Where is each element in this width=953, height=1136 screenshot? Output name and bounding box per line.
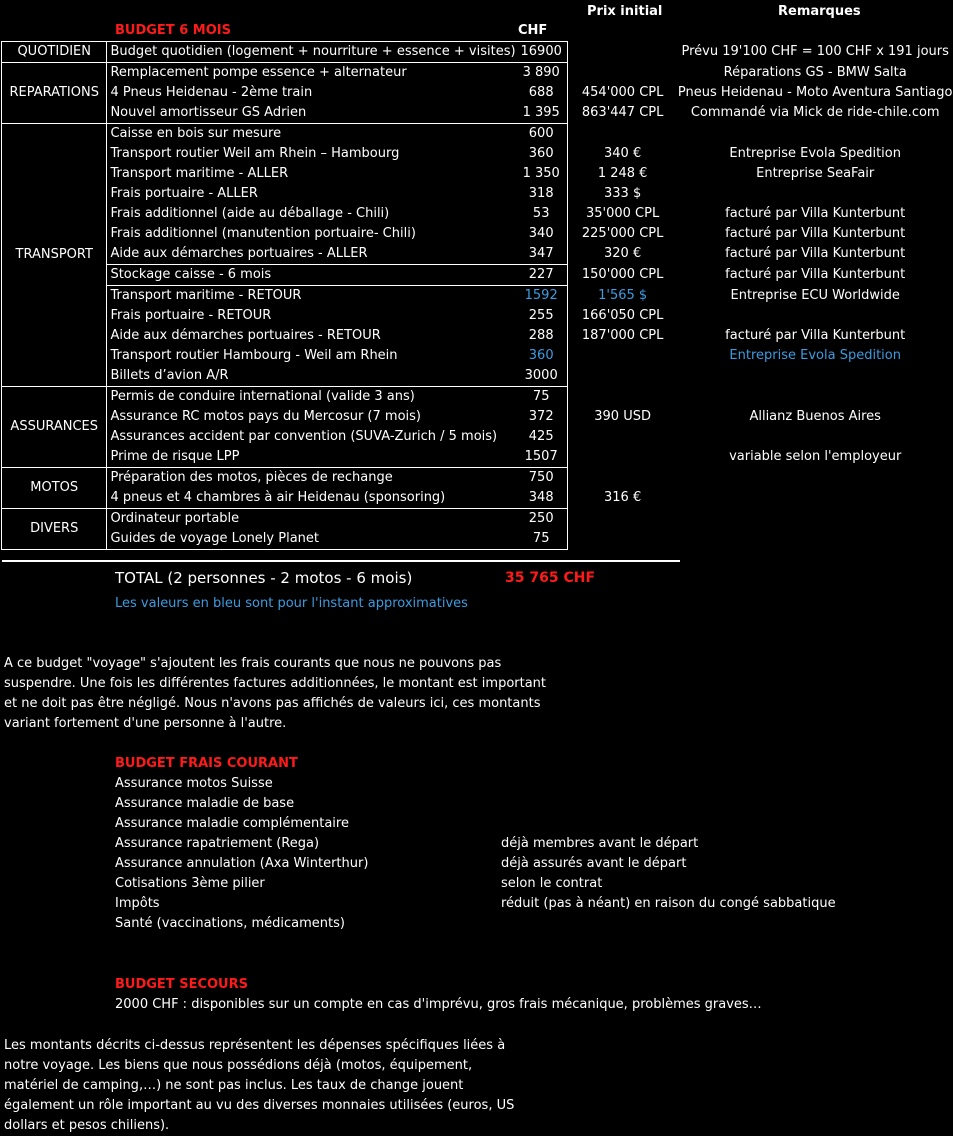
- row-chf-value: 1 350: [516, 164, 568, 184]
- row-description: Transport routier Hambourg - Weil am Rhein: [107, 346, 516, 366]
- column-header-remarques: Remarques: [778, 4, 861, 19]
- table-row: [2, 407, 953, 427]
- row-prix-initial: [567, 63, 678, 84]
- row-remarque: Entreprise ECU Worldwide: [730, 287, 900, 303]
- list-item: Assurance motos Suisse: [115, 776, 273, 791]
- list-note: réduit (pas à néant) en raison du congé sabbatique: [501, 896, 836, 911]
- row-prix-initial: [567, 447, 678, 468]
- row-chf-value: 688: [516, 83, 568, 103]
- row-remarque: [678, 366, 953, 387]
- row-prix-initial: [567, 468, 678, 489]
- intro-paragraph: A ce budget "voyage" s'ajoutent les frais courants que nous ne pouvons pas suspendre. Une fois les différentes factures additionnées, le montant est important et ne doit pas être négligé. Nous n'avons pas affichés de valeurs ici, ces montants variant fortement d'une personne à l'autre.: [4, 656, 547, 731]
- list-item: Assurance annulation (Axa Winterthur): [115, 856, 369, 871]
- row-description: Frais portuaire - ALLER: [107, 184, 516, 204]
- row-prix-initial: 35'000 CPL: [586, 206, 660, 221]
- row-prix-initial: [567, 346, 678, 366]
- row-prix-initial: 316 €: [604, 490, 642, 506]
- row-description: Aide aux démarches portuaires - RETOUR: [107, 326, 516, 346]
- row-remarque: [678, 488, 953, 509]
- row-chf-value: 425: [516, 427, 568, 447]
- row-description: 4 Pneus Heidenau - 2ème train: [107, 83, 516, 103]
- row-remarque: facturé par Villa Kunterbunt: [725, 267, 906, 282]
- row-chf-value: 3 890: [516, 63, 568, 84]
- row-description: Transport maritime - RETOUR: [107, 286, 516, 307]
- row-chf-value: 288: [516, 326, 568, 346]
- row-chf-value: 3000: [516, 366, 568, 387]
- row-prix-initial: 166'050 CPL: [581, 308, 664, 323]
- row-remarque: facturé par Villa Kunterbunt: [725, 226, 906, 241]
- table-row: [2, 204, 953, 224]
- row-description: Transport routier Weil am Rhein – Hambourg: [107, 144, 516, 164]
- category-label: QUOTIDIEN: [2, 42, 107, 63]
- row-chf-value: 1 395: [516, 103, 568, 124]
- row-chf-value: 372: [516, 407, 568, 427]
- row-prix-initial: 1 248 €: [597, 166, 648, 181]
- row-description: 4 pneus et 4 chambres à air Heidenau (sponsoring): [107, 488, 516, 509]
- row-remarque: variable selon l'employeur: [729, 449, 902, 465]
- row-prix-initial: 863'447 CPL: [581, 105, 664, 121]
- row-prix-initial: [567, 366, 678, 387]
- row-remarque: facturé par Villa Kunterbunt: [725, 206, 906, 221]
- row-remarque: Entreprise Evola Spedition: [729, 146, 901, 161]
- row-remarque: [678, 529, 953, 550]
- row-chf-value: 750: [516, 468, 568, 489]
- row-chf-value: 75: [516, 387, 568, 408]
- secours-title: BUDGET SECOURS: [115, 977, 248, 992]
- category-label: REPARATIONS: [2, 63, 107, 124]
- row-prix-initial: [567, 427, 678, 447]
- table-row: [2, 427, 953, 447]
- category-label: ASSURANCES: [2, 387, 107, 468]
- table-row: [2, 164, 953, 184]
- row-description: Caisse en bois sur mesure: [107, 124, 516, 145]
- row-remarque: [678, 306, 953, 326]
- budget-table: [1, 41, 953, 550]
- list-item: Assurance maladie complémentaire: [115, 816, 349, 831]
- total-value: 35 765 CHF: [505, 570, 596, 586]
- table-row: [2, 326, 953, 346]
- row-description: Frais portuaire - RETOUR: [107, 306, 516, 326]
- row-description: Guides de voyage Lonely Planet: [107, 529, 516, 550]
- row-chf-value: 360: [516, 346, 568, 366]
- closing-paragraph: Les montants décrits ci-dessus représentent les dépenses spécifiques liées à notre voyage. Les biens que nous possédions déjà (motos, équipement, matériel de camping,…) ne sont pas inclus. Les taux de change jouent également un rôle important au vu des diverses monnaies utilisées (euros, US dollars et pesos chiliens).: [4, 1038, 515, 1133]
- table-row: [2, 346, 953, 366]
- list-note: déjà membres avant le départ: [501, 836, 699, 851]
- row-chf-value: 600: [516, 124, 568, 145]
- row-prix-initial: 1'565 $: [598, 287, 648, 303]
- category-label: MOTOS: [2, 468, 107, 509]
- list-note: selon le contrat: [501, 876, 603, 891]
- row-description: Transport maritime - ALLER: [107, 164, 516, 184]
- row-chf-value: 255: [516, 306, 568, 326]
- table-row: [2, 265, 953, 286]
- row-chf-value: 250: [516, 509, 568, 530]
- row-description: Assurance RC motos pays du Mercosur (7 mois): [107, 407, 516, 427]
- row-description: Assurances accident par convention (SUVA-Zurich / 5 mois): [107, 427, 516, 447]
- row-remarque: Prévu 19'100 CHF = 100 CHF x 191 jours: [681, 44, 949, 59]
- column-header-chf: CHF: [518, 23, 548, 38]
- row-remarque: Réparations GS - BMW Salta: [723, 64, 907, 80]
- row-prix-initial: [567, 529, 678, 550]
- row-remarque: facturé par Villa Kunterbunt: [725, 246, 906, 262]
- frais-courant-list: [115, 774, 368, 934]
- category-label: TRANSPORT: [2, 124, 107, 387]
- row-prix-initial: 150'000 CPL: [581, 267, 664, 282]
- total-label: TOTAL (2 personnes - 2 motos - 6 mois): [115, 569, 413, 587]
- row-prix-initial: [567, 124, 678, 145]
- row-chf-value: 1592: [516, 286, 568, 307]
- table-row: [2, 387, 953, 408]
- total-divider: [2, 560, 680, 562]
- frais-courant-notes: [501, 834, 836, 914]
- row-remarque: Commandé via Mick de ride-chile.com: [690, 105, 940, 121]
- row-chf-value: 318: [516, 184, 568, 204]
- table-row: [2, 144, 953, 164]
- table-row: [2, 224, 953, 244]
- budget-title: BUDGET 6 MOIS: [115, 23, 231, 38]
- row-chf-value: 1507: [516, 447, 568, 468]
- row-description: Préparation des motos, pièces de rechange: [107, 468, 516, 489]
- row-chf-value: 227: [516, 265, 568, 286]
- row-prix-initial: [567, 509, 678, 530]
- list-note: déjà assurés avant le départ: [501, 856, 687, 871]
- table-row: [2, 306, 953, 326]
- row-remarque: [678, 468, 953, 489]
- table-row: [2, 447, 953, 468]
- table-row: [2, 63, 953, 84]
- table-row: [2, 366, 953, 387]
- row-chf-value: 348: [516, 488, 568, 509]
- row-remarque: Pneus Heidenau - Moto Aventura Santiago: [677, 85, 953, 100]
- row-remarque: [678, 387, 953, 408]
- row-chf-value: 16900: [516, 42, 568, 63]
- row-remarque: Entreprise SeaFair: [756, 166, 875, 181]
- row-prix-initial: [567, 42, 678, 63]
- row-chf-value: 340: [516, 224, 568, 244]
- row-prix-initial: 225'000 CPL: [581, 226, 664, 241]
- row-description: Ordinateur portable: [107, 509, 516, 530]
- table-row: [2, 184, 953, 204]
- column-header-prix-initial: Prix initial: [587, 4, 663, 19]
- row-description: Prime de risque LPP: [107, 447, 516, 468]
- row-chf-value: 347: [516, 244, 568, 265]
- table-row: [2, 103, 953, 124]
- table-row: [2, 509, 953, 530]
- row-description: Billets d’avion A/R: [107, 366, 516, 387]
- row-chf-value: 75: [516, 529, 568, 550]
- row-remarque: [678, 124, 953, 145]
- category-label: DIVERS: [2, 509, 107, 550]
- frais-courant-title: BUDGET FRAIS COURANT: [115, 756, 298, 771]
- table-row: [2, 124, 953, 145]
- row-prix-initial: 390 USD: [594, 409, 651, 424]
- row-description: Frais additionnel (manutention portuaire- Chili): [107, 224, 516, 244]
- row-chf-value: 53: [516, 204, 568, 224]
- row-prix-initial: 320 €: [604, 246, 642, 262]
- table-row: [2, 529, 953, 550]
- table-row: [2, 468, 953, 489]
- row-description: Budget quotidien (logement + nourriture + essence + visites): [107, 42, 516, 63]
- table-row: [2, 83, 953, 103]
- row-prix-initial: 340 €: [604, 146, 642, 161]
- list-item: Impôts: [115, 896, 160, 911]
- row-description: Frais additionnel (aide au déballage - Chili): [107, 204, 516, 224]
- list-item: Assurance rapatriement (Rega): [115, 836, 320, 851]
- blue-values-note: Les valeurs en bleu sont pour l'instant approximatives: [115, 596, 468, 611]
- row-description: Stockage caisse - 6 mois: [107, 265, 516, 286]
- list-item: Cotisations 3ème pilier: [115, 876, 265, 891]
- table-row: [2, 488, 953, 509]
- row-remarque: [678, 184, 953, 204]
- row-prix-initial: 333 $: [604, 186, 642, 201]
- row-description: Nouvel amortisseur GS Adrien: [107, 103, 516, 124]
- table-row: [2, 244, 953, 265]
- row-prix-initial: [567, 387, 678, 408]
- secours-text: 2000 CHF : disponibles sur un compte en cas d'imprévu, gros frais mécanique, problèmes graves…: [115, 997, 762, 1012]
- table-row: [2, 286, 953, 307]
- row-remarque: Allianz Buenos Aires: [749, 409, 881, 424]
- row-prix-initial: 454'000 CPL: [581, 85, 664, 100]
- row-remarque: Entreprise Evola Spedition: [729, 348, 901, 363]
- row-description: Aide aux démarches portuaires - ALLER: [107, 244, 516, 265]
- row-chf-value: 360: [516, 144, 568, 164]
- row-description: Permis de conduire international (valide 3 ans): [107, 387, 516, 408]
- table-row: [2, 42, 953, 63]
- list-item: Santé (vaccinations, médicaments): [115, 916, 345, 931]
- list-item: Assurance maladie de base: [115, 796, 295, 811]
- row-prix-initial: 187'000 CPL: [581, 328, 664, 343]
- row-description: Remplacement pompe essence + alternateur: [107, 63, 516, 84]
- row-remarque: [678, 427, 953, 447]
- row-remarque: [678, 509, 953, 530]
- row-remarque: facturé par Villa Kunterbunt: [725, 328, 906, 343]
